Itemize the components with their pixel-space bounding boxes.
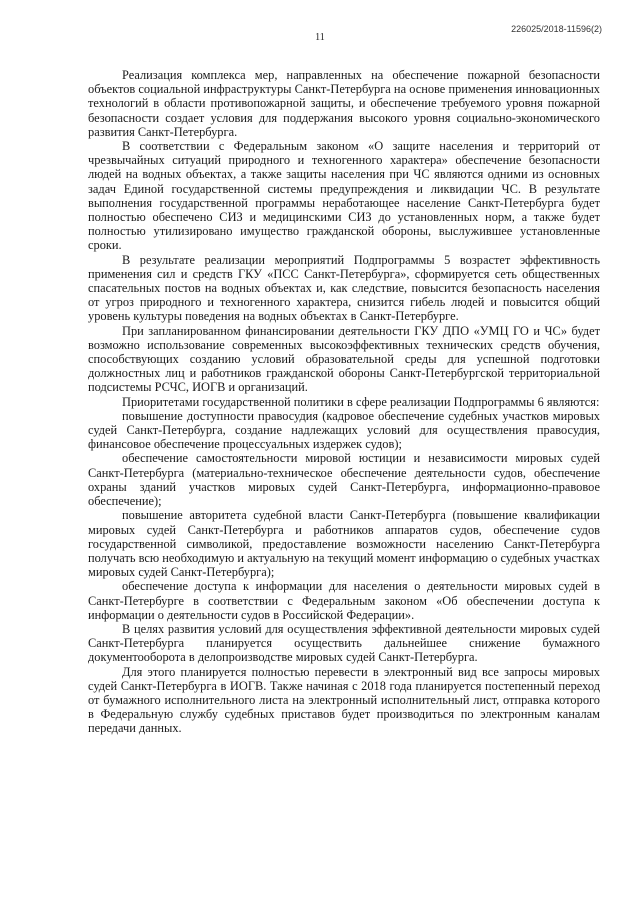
paragraph-subprogram-5: В результате реализации мероприятий Подпрограммы 5 возрастет эффективность применения сил и средств ГКУ «ПСС Санкт-Петербурга», сформируется сеть общественных спасательных постов на водных объектах и, как следствие, повысится безопасность населения от угроз природного и техногенного характера, снизится гибель людей и повысится общий уровень культуры поведения на водных объектах в Санкт-Петербурге. xyxy=(88,252,600,324)
page-number: 11 xyxy=(315,32,325,43)
list-item-judicial-authority: повышение авторитета судебной власти Санкт-Петербурга (повышение квалификации мировых судей Санкт-Петербурга и работников аппаратов судов, обеспечение судов государственной символикой, предоставление возможности населению Санкт-Петербурга получать всю необходимую и актуальную на текущий момент информацию о судебных участках мировых судей Санкт-Петербурга); xyxy=(88,508,600,580)
list-item-information-access: обеспечение доступа к информации для населения о деятельности мировых судей в Санкт-Петербурге в соответствии с Федеральным законом «Об обеспечении доступа к информации о деятельности судов в Российской Федерации». xyxy=(88,579,600,622)
list-item-judicial-independence: обеспечение самостоятельности мировой юстиции и независимости мировых судей Санкт-Петербурга (материально-техническое обеспечение деятельности судов, обеспечение охраны зданий участков мировых судей Санкт-Петербурга, информационно-правовое обеспечение); xyxy=(88,451,600,509)
paragraph-electronic-transition: Для этого планируется полностью перевести в электронный вид все запросы мировых судей Санкт-Петербурга в ИОГВ. Также начиная с 2018 года планируется постепенный переход от бумажного исполнительного листа на электронный исполнительный лист, отправка которого в Федеральную службу судебных приставов будет производиться по электронным каналам передачи данных. xyxy=(88,664,600,736)
paragraph-priorities-intro: Приоритетами государственной политики в сфере реализации Подпрограммы 6 являются: xyxy=(122,394,600,409)
list-item-justice-access: повышение доступности правосудия (кадровое обеспечение судебных участков мировых судей Санкт-Петербурга, создание надлежащих условий для осуществления правосудия, финансовое обеспечение процессуальных издержек судов); xyxy=(88,408,600,452)
paragraph-paperless-workflow: В целях развития условий для осуществления эффективной деятельности мировых судей Санкт-Петербурга планируется осуществить дальнейшее снижение бумажного документооборота в делопроизводстве мировых судей Санкт-Петербурга. xyxy=(88,621,600,665)
document-body xyxy=(88,68,600,736)
paragraph-federal-law-emergency: В соответствии с Федеральным законом «О защите населения и территорий от чрезвычайных ситуаций природного и техногенного характера» обеспечение безопасности людей на водных объектах, а также защиты населения при ЧС являются одними из основных задач Единой государственной системы предупреждения и ликвидации ЧС. В результате выполнения государственной программы неработающее население Санкт-Петербурга будет полностью обеспечено СИЗ и медицинскими СИЗ до установленных норм, а также будет полностью утилизировано имущество гражданской обороны, выслужившее установленные сроки. xyxy=(88,139,600,253)
paragraph-fire-safety: Реализация комплекса мер, направленных на обеспечение пожарной безопасности объектов социальной инфраструктуры Санкт-Петербурга на основе применения инновационных технологий в области противопожарной защиты, и обеспечение требуемого уровня пожарной безопасности создает условия для поддержания высокого уровня социально-экономического развития Санкт-Петербурга. xyxy=(88,68,600,139)
document-id: 226025/2018-11596(2) xyxy=(511,24,602,34)
paragraph-training-center: При запланированном финансировании деятельности ГКУ ДПО «УМЦ ГО и ЧС» будет возможно использование современных высокоэффективных технических средств обучения, способствующих созданию условий образовательной среды для успешной подготовки должностных лиц и работников гражданской обороны Санкт-Петербургской территориальной подсистемы РСЧС, ИОГВ и организаций. xyxy=(88,323,600,395)
